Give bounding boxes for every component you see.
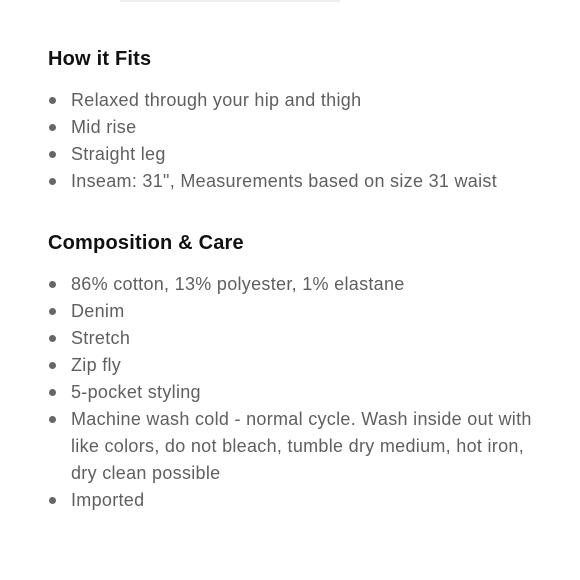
fit-item	[48, 114, 548, 141]
fit-item	[48, 168, 548, 195]
top-divider	[120, 0, 340, 2]
care-item-text: Machine wash cold - normal cycle. Wash inside out with like colors, do not bleach, tumble dry medium, hot iron, dry clean possible	[71, 409, 532, 483]
bullet-icon	[49, 151, 56, 158]
bullet-icon	[49, 281, 56, 288]
care-item-text: Stretch	[71, 328, 131, 348]
bullet-icon	[49, 416, 56, 423]
bullet-icon	[49, 362, 56, 369]
how-it-fits-heading: How it Fits	[48, 48, 152, 70]
care-item	[48, 379, 548, 406]
care-item-text: 5-pocket styling	[71, 382, 201, 402]
care-item	[48, 352, 548, 379]
care-item	[48, 487, 548, 514]
bullet-icon	[49, 124, 56, 131]
bullet-icon	[49, 389, 56, 396]
bullet-icon	[49, 308, 56, 315]
care-item	[48, 298, 548, 325]
care-item-text: Imported	[71, 490, 145, 510]
care-item	[48, 271, 548, 298]
fit-item-text: Relaxed through your hip and thigh	[71, 90, 362, 110]
care-item	[48, 325, 548, 352]
bullet-icon	[49, 97, 56, 104]
fit-item	[48, 141, 548, 168]
bullet-icon	[49, 335, 56, 342]
care-item-text: Denim	[71, 301, 125, 321]
bullet-icon	[49, 497, 56, 504]
fit-item-text: Straight leg	[71, 144, 166, 164]
composition-care-list	[48, 271, 548, 514]
bullet-icon	[49, 178, 56, 185]
care-item-text: 86% cotton, 13% polyester, 1% elastane	[71, 274, 405, 294]
composition-care-section	[48, 229, 548, 514]
composition-care-heading: Composition & Care	[48, 232, 244, 254]
how-it-fits-list	[48, 87, 548, 195]
how-it-fits-section	[48, 45, 548, 195]
care-item-text: Zip fly	[71, 355, 122, 375]
fit-item	[48, 87, 548, 114]
fit-item-text: Mid rise	[71, 117, 137, 137]
care-item	[48, 406, 548, 487]
fit-item-text: Inseam: 31", Measurements based on size 31 waist	[71, 171, 497, 191]
